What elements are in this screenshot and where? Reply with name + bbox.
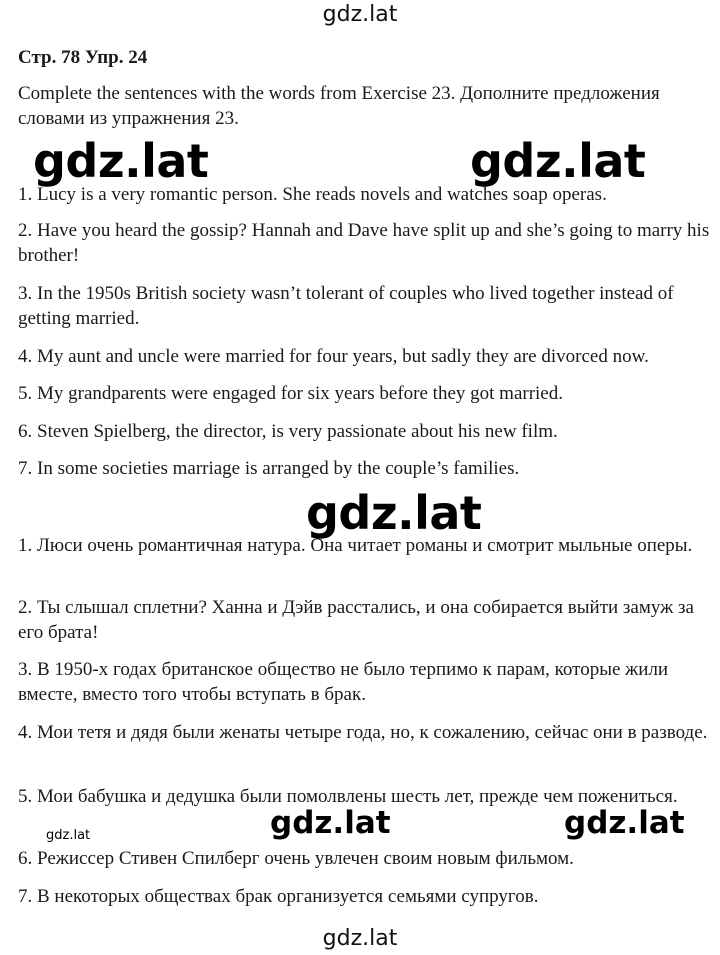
russian-sentence-2: 2. Ты слышал сплетни? Ханна и Дэйв расстались, и она собирается выйти замуж за его брата! — [18, 597, 694, 643]
english-sentence-4: 4. My aunt and uncle were married for four years, but sadly they are divorced now. — [18, 346, 649, 367]
english-sentence-1: 1. Lucy is a very romantic person. She reads novels and watches soap operas. — [18, 184, 607, 205]
english-sentence-7: 7. In some societies marriage is arranged by the couple’s families. — [18, 458, 520, 479]
russian-sentence-6: 6. Режиссер Стивен Спилберг очень увлечен своим новым фильмом. — [18, 848, 574, 869]
english-sentence-6: 6. Steven Spielberg, the director, is very passionate about his new film. — [18, 421, 558, 442]
watermark-bottom: gdz.lat — [322, 926, 398, 951]
english-sentence-2: 2. Have you heard the gossip? Hannah and Dave have split up and she’s going to marry his brother! — [18, 220, 710, 266]
watermark-top: gdz.lat — [322, 2, 398, 27]
russian-sentence-4: 4. Мои тетя и дядя были женаты четыре года, но, к сожалению, сейчас они в разводе. — [18, 722, 708, 743]
watermark-large-center: gdz.lat — [306, 486, 482, 540]
watermark-small-left: gdz.lat — [46, 828, 91, 843]
page-title: Стр. 78 Упр. 24 — [18, 47, 148, 68]
russian-sentence-5: 5. Мои бабушка и дедушка были помолвлены шесть лет, прежде чем пожениться. — [18, 786, 678, 807]
english-sentence-3: 3. In the 1950s British society wasn’t tolerant of couples who lived together instead of getting married. — [18, 283, 674, 329]
russian-sentence-1: 1. Люси очень романтичная натура. Она читает романы и смотрит мыльные оперы. — [18, 535, 693, 556]
watermark-mid-center: gdz.lat — [270, 805, 391, 841]
english-sentence-5: 5. My grandparents were engaged for six years before they got married. — [18, 383, 563, 404]
exercise-instruction: Complete the sentences with the words from Exercise 23. Дополните предложения словами из упражнения 23. — [18, 83, 660, 129]
russian-sentence-3: 3. В 1950-х годах британское общество не было терпимо к парам, которые жили вместе, вместо того чтобы вступать в брак. — [18, 659, 669, 705]
watermark-large-right: gdz.lat — [470, 134, 646, 188]
watermark-mid-right: gdz.lat — [564, 805, 685, 841]
russian-sentence-7: 7. В некоторых обществах брак организуется семьями супругов. — [18, 886, 539, 907]
watermark-large-left: gdz.lat — [33, 134, 209, 188]
